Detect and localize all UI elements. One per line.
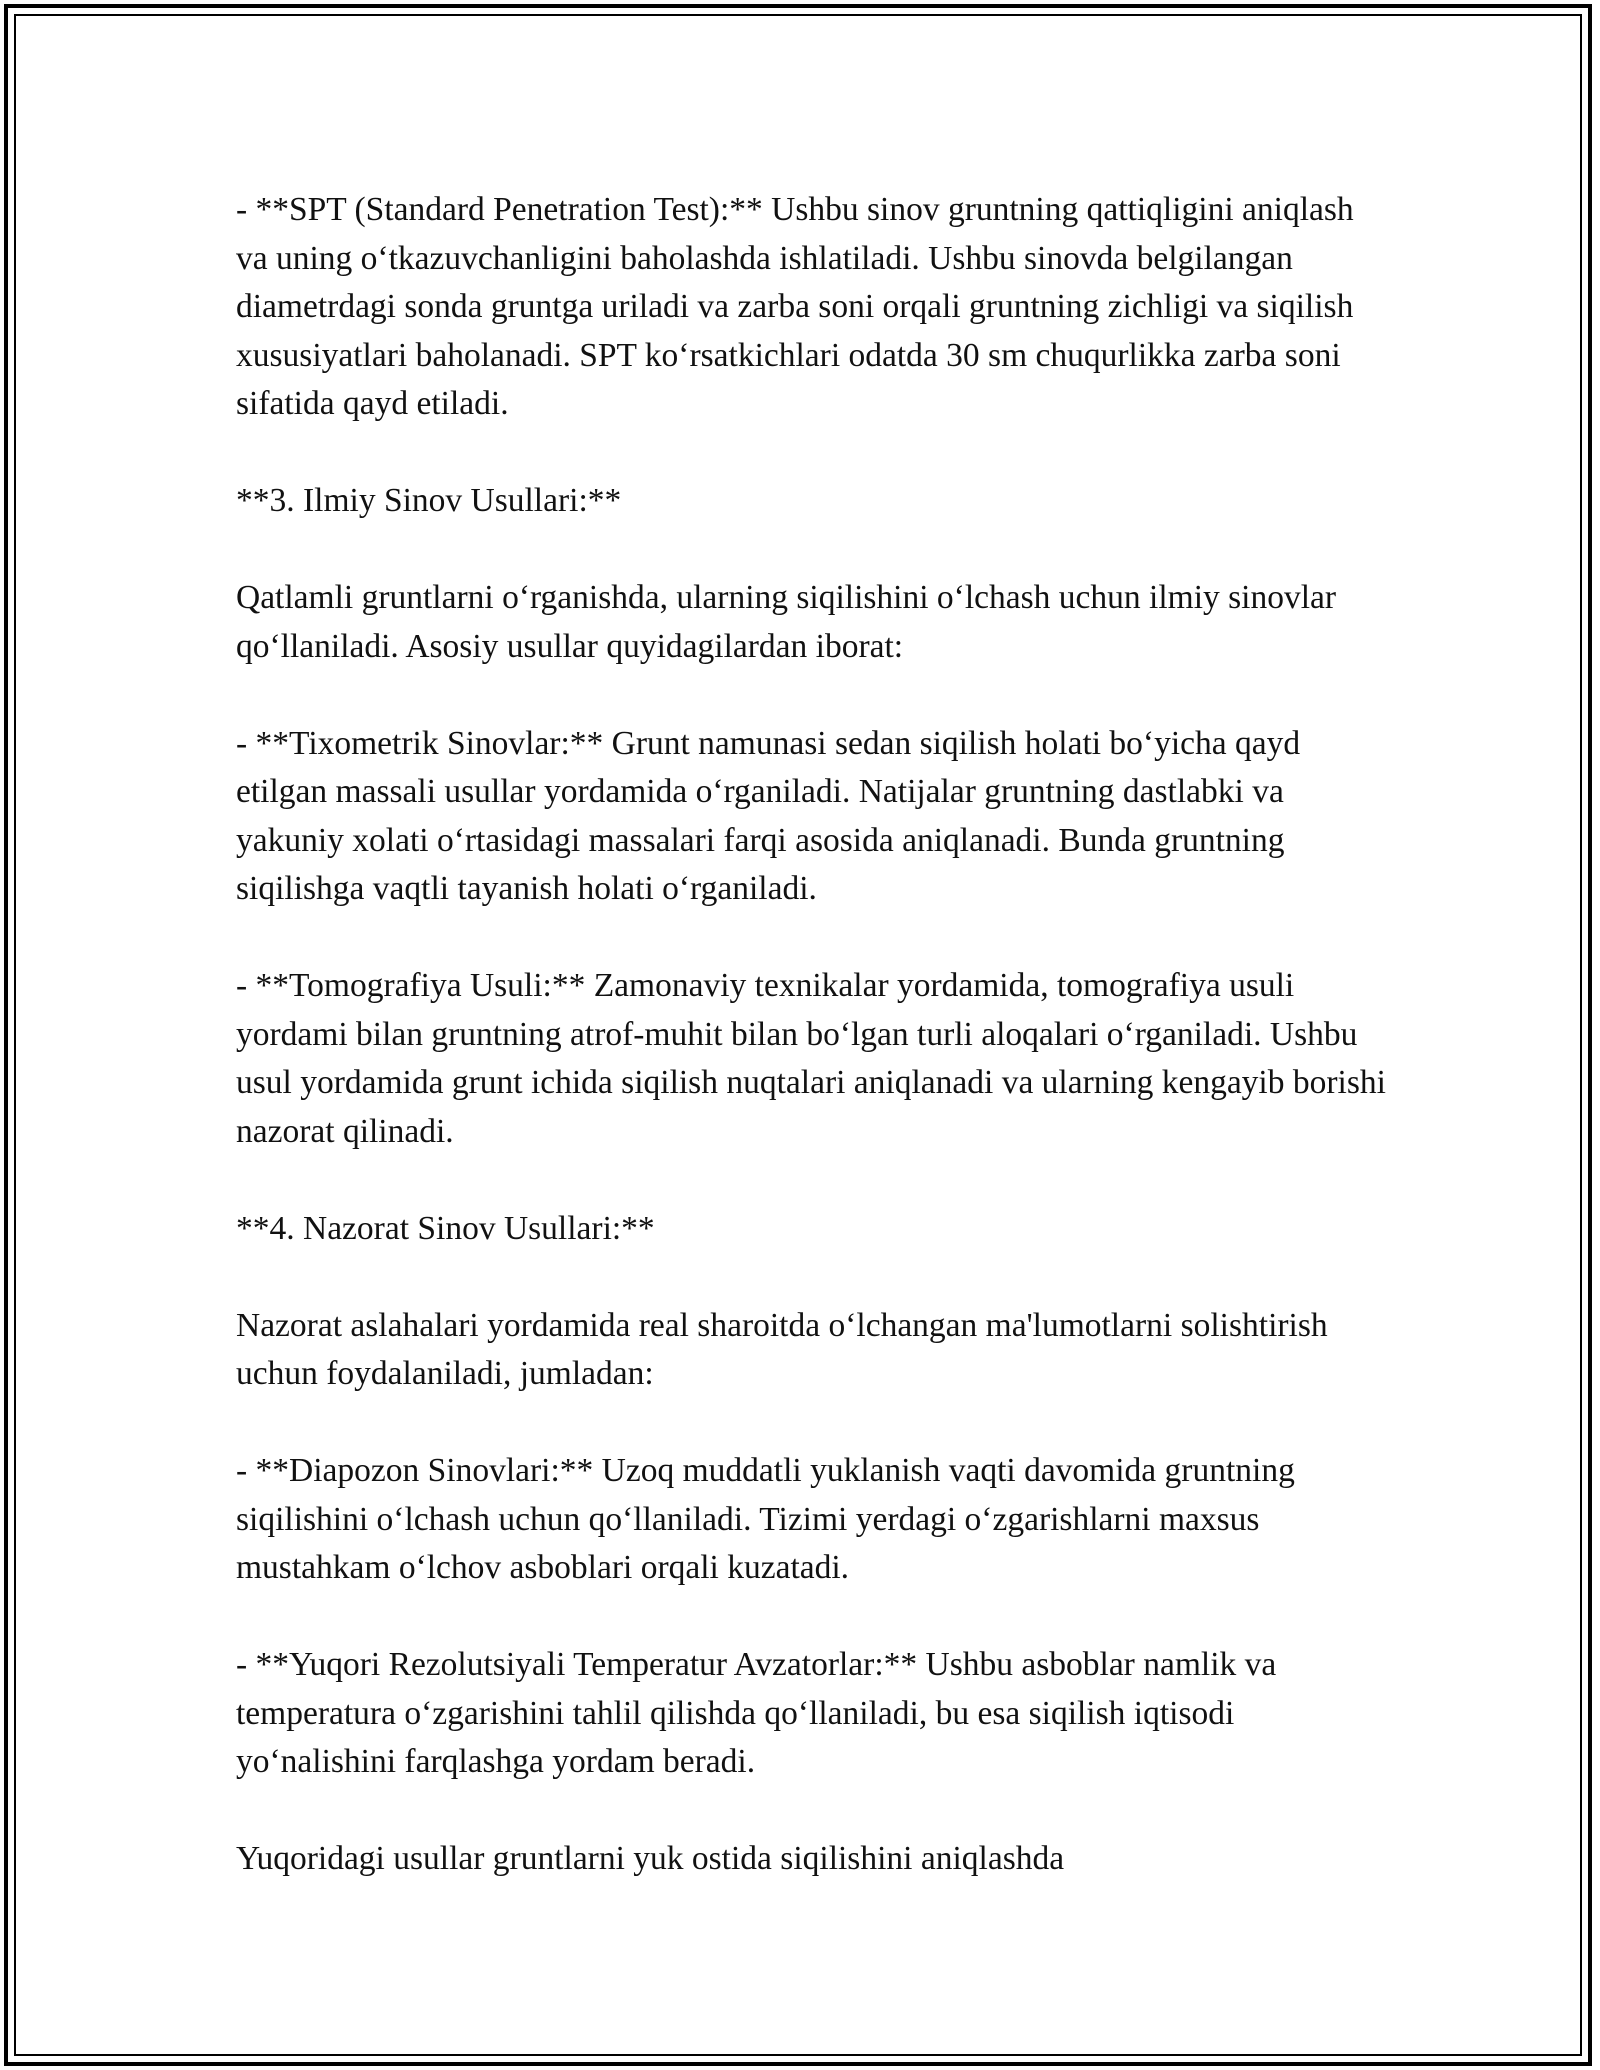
section-heading-control-methods: **4. Nazorat Sinov Usullari:**	[236, 1209, 655, 1247]
section-heading-scientific-methods: **3. Ilmiy Sinov Usullari:**	[236, 482, 622, 519]
paragraph-tomography-method: - **Tomografiya Usuli:** Zamonaviy texnikalar yordamida, tomografiya usuli yordami bilan gruntning atrof-muhit bilan bo‘lgan turli aloqalari o‘rganiladi. Ushbu usul yordamida grunt ichida siqilish nuqtalari aniqlanadi va ularning kengayib borishi nazorat qilinadi.	[236, 967, 1386, 1150]
paragraph-temperature-sensors: - **Yuqori Rezolutsiyali Temperatur Avzatorlar:** Ushbu asboblar namlik va temperatura o‘zgarishini tahlil qilishda qo‘llaniladi, bu esa siqilish iqtisodi yo‘nalishini farqlashga yordam beradi.	[236, 1646, 1277, 1780]
paragraph-conclusion: Yuqoridagi usullar gruntlarni yuk ostida siqilishini aniqlashda	[236, 1840, 1065, 1877]
paragraph-range-tests: - **Diapozon Sinovlari:** Uzoq muddatli yuklanish vaqti davomida gruntning siqilishini o‘lchash uchun qo‘llaniladi. Tizimi yerdagi o‘zgarishlarni maxsus mustahkam o‘lchov asboblari orqali kuzatadi.	[236, 1452, 1295, 1586]
paragraph-tixometric-tests: - **Tixometrik Sinovlar:** Grunt namunasi sedan siqilish holati bo‘yicha qayd etilgan massali usullar yordamida o‘rganiladi. Natijalar gruntning dastlabki va yakuniy xolati o‘rtasidagi massalari farqi asosida aniqlanadi. Bunda gruntning siqilishga vaqtli tayanish holati o‘rganiladi.	[236, 724, 1301, 907]
paragraph-control-intro: Nazorat aslahalari yordamida real sharoitda o‘lchangan ma'lumotlarni solishtirish uchun foydalaniladi, jumladan:	[236, 1306, 1328, 1392]
paragraph-spt-test: - **SPT (Standard Penetration Test):** Ushbu sinov gruntning qattiqligini aniqlash va uning o‘tkazuvchanligini baholashda ishlatiladi. Ushbu sinovda belgilangan diametrdagi sonda gruntga uriladi va zarba soni orqali gruntning zichligi va siqilish xususiyatlari baholanadi. SPT ko‘rsatkichlari odatda 30 sm chuqurlikka zarba soni sifatida qayd etiladi.	[236, 191, 1354, 422]
paragraph-scientific-intro: Qatlamli gruntlarni o‘rganishda, ularning siqilishini o‘lchash uchun ilmiy sinovlar qo‘llaniladi. Asosiy usullar quyidagilardan iborat:	[236, 579, 1337, 665]
document-body	[236, 186, 1386, 1884]
